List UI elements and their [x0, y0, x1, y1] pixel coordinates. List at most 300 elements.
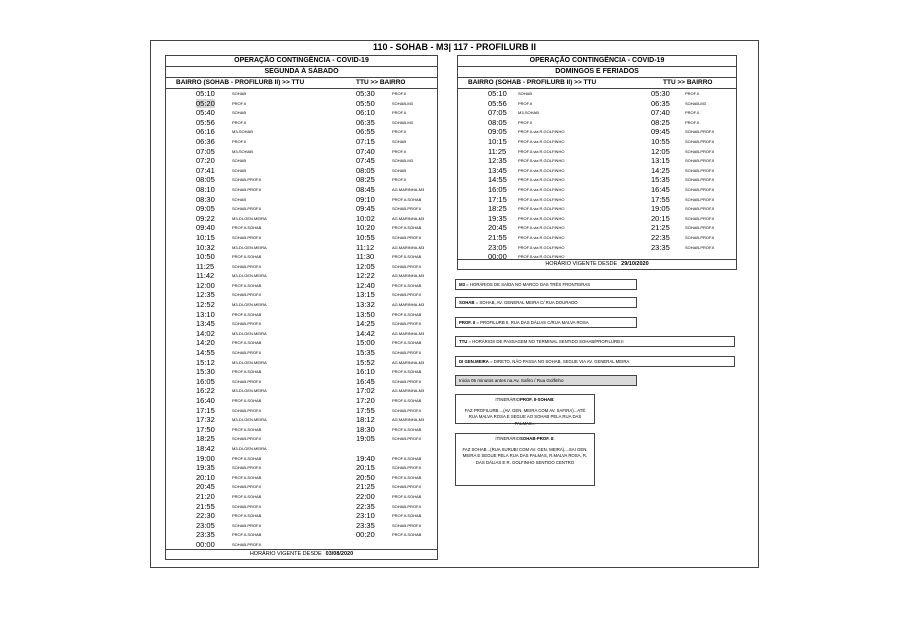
route-label-ttu: SOHAB-PROF.II: [685, 158, 715, 164]
route-label-ttu: PROF.II-SOHAB: [392, 282, 422, 288]
schedule-row: [166, 425, 437, 435]
departure-time-ttu: 20:15: [651, 213, 670, 223]
schedule-row: [458, 233, 736, 243]
route-label-bairro: SOHAB-PROF.II: [232, 321, 262, 327]
route-label-bairro: SOHAB-PROF.II: [232, 292, 262, 298]
departure-time-ttu: 20:15: [356, 463, 375, 473]
route-label-ttu: PROF.II-SOHAB: [392, 311, 422, 317]
schedule-row: [458, 99, 736, 109]
route-label-ttu: AG.MARINHA-M3: [392, 359, 425, 365]
schedule-row: [166, 271, 437, 281]
route-label-ttu: PROF.II-SOHAB: [392, 493, 422, 499]
schedule-row: [458, 214, 736, 224]
departure-time-bairro: 05:56: [196, 117, 215, 127]
weekday-heading-days: SEGUNDA À SÁBADO: [166, 67, 437, 78]
route-label-bairro: PROF.II-via R.GOLFINHO: [518, 225, 565, 231]
departure-time-bairro: 17:15: [196, 405, 215, 415]
schedule-row: [166, 502, 437, 512]
schedule-row: [166, 195, 437, 205]
route-label-ttu: SOHAB-PROF.II: [392, 465, 422, 471]
departure-time-ttu: 10:55: [356, 232, 375, 242]
route-label-ttu: PROF.II-SOHAB: [392, 196, 422, 202]
route-label-ttu: AG.MARINHA-M3: [392, 417, 425, 423]
route-label-ttu: SOHAB-PROF.II: [392, 522, 422, 528]
route-label-bairro: PROF.II-SOHAB: [232, 369, 262, 375]
departure-time-ttu: 09:45: [651, 127, 670, 137]
departure-time-bairro: 12:35: [488, 156, 507, 166]
route-label-ttu: SOHAB-PROF.II: [392, 350, 422, 356]
departure-time-bairro: 07:41: [196, 165, 215, 175]
schedule-row: [166, 175, 437, 185]
route-label-bairro: PROF.II-SOHAB: [232, 282, 262, 288]
route-label-ttu: SOHAB-PROF.II: [685, 177, 715, 183]
departure-time-ttu: 22:00: [356, 491, 375, 501]
departure-time-ttu: 10:20: [356, 223, 375, 233]
departure-time-bairro: 15:12: [196, 357, 215, 367]
schedule-row: [166, 252, 437, 262]
departure-time-ttu: 08:45: [356, 184, 375, 194]
itinerary-sohab-prof: [455, 433, 595, 486]
schedule-row: [458, 127, 736, 137]
itinerary-prof-sohab-route: PROF. II-SOHAB:: [519, 397, 555, 402]
route-label-ttu: PROF.II: [685, 91, 700, 96]
departure-time-bairro: 09:22: [196, 213, 215, 223]
schedule-row: [166, 463, 437, 473]
route-label-bairro: M3-DI-GEN.MEIRA: [232, 388, 267, 394]
schedule-row: [166, 434, 437, 444]
route-label-ttu: PROF.II-SOHAB: [392, 340, 422, 346]
route-label-ttu: PROF.II-SOHAB: [392, 455, 422, 461]
route-label-ttu: PROF.II-SOHAB: [392, 398, 422, 403]
route-label-bairro: SOHAB-PROF.II: [232, 522, 262, 528]
departure-time-bairro: 10:32: [196, 242, 215, 252]
route-label-bairro: M3-DI-GEN.MEIRA: [232, 273, 267, 279]
route-label-ttu: AG.MARINHA-M3: [392, 244, 425, 250]
departure-time-ttu: 09:45: [356, 204, 375, 214]
weekday-heading-operation: OPERAÇÃO CONTINGÊNCIA - COVID-19: [166, 56, 437, 67]
itinerary-sohab-prof-title: [460, 436, 590, 443]
departure-time-ttu: 20:50: [356, 472, 375, 482]
route-label-bairro: M3-DI-GEN.MEIRA: [232, 445, 267, 451]
departure-time-ttu: 15:35: [651, 175, 670, 185]
schedule-row: [166, 233, 437, 243]
route-label-bairro: PROF.II-SOHAB: [232, 225, 262, 231]
departure-time-bairro: 16:05: [196, 376, 215, 386]
departure-time-ttu: 15:35: [356, 348, 375, 358]
schedule-row: [166, 185, 437, 195]
departure-time-bairro: 23:05: [488, 242, 507, 252]
departure-time-ttu: 17:02: [356, 386, 375, 396]
route-label-bairro: SOHAB-PROF.II: [232, 378, 262, 384]
route-label-ttu: SOHAB-PROF.II: [685, 196, 715, 202]
weekend-heading-days: DOMINGOS E FERIADOS: [458, 67, 736, 78]
departure-time-ttu: 06:55: [356, 127, 375, 137]
departure-time-bairro: 14:55: [488, 175, 507, 185]
legend-ttu-key: TTU: [459, 339, 468, 344]
route-label-bairro: M3-SOHAB: [232, 148, 253, 154]
departure-time-ttu: 10:55: [651, 136, 670, 146]
route-label-ttu: PROF.II: [685, 119, 700, 125]
weekend-footer-date: 29/10/2020: [621, 261, 649, 267]
departure-time-ttu: 10:02: [356, 213, 375, 223]
schedule-row: [166, 262, 437, 272]
route-label-ttu: SOHAB-PROF.II: [685, 129, 715, 135]
departure-time-ttu: 00:20: [356, 530, 375, 540]
legend-prof-text: = PROFILURB II, RUA DAS DÁLIAS C/RUA MALVA ROSA: [475, 320, 589, 325]
departure-time-bairro: 09:05: [488, 127, 507, 137]
route-label-bairro: SOHAB: [232, 158, 247, 164]
route-label-bairro: PROF.II-SOHAB: [232, 474, 262, 480]
departure-time-ttu: 09:10: [356, 194, 375, 204]
departure-time-bairro: 11:42: [196, 271, 215, 281]
schedule-row: [166, 118, 437, 128]
departure-time-bairro: 08:05: [488, 117, 507, 127]
route-label-bairro: PROF.II-via R.GOLFINHO: [518, 234, 565, 240]
weekday-col-left: BAIRRO (SOHAB - PROFILURB II) >> TTU: [176, 79, 305, 86]
schedule-row: [166, 386, 437, 396]
weekday-schedule-panel: [165, 55, 438, 560]
departure-time-ttu: 13:50: [356, 309, 375, 319]
schedule-row: [458, 185, 736, 195]
route-label-bairro: SOHAB: [518, 91, 533, 96]
departure-time-ttu: 08:05: [356, 165, 375, 175]
schedule-row: [458, 118, 736, 128]
legend-di-key: DI GEN.MEIRA: [459, 359, 489, 364]
route-label-ttu: PROF.II: [392, 129, 407, 135]
route-label-ttu: SOHAB-PROF.II: [685, 186, 715, 192]
route-label-ttu: SOHAB: [392, 167, 407, 173]
route-label-bairro: M3-DI-GEN.MEIRA: [232, 302, 267, 308]
legend-m3-text: = HORÁRIOS DE SAÍDA NO MARCO DAS TRÊS FRONTEIRAS: [464, 282, 591, 287]
itinerary-prof-sohab-title: [460, 397, 590, 404]
route-label-bairro: M3-DI-GEN.MEIRA: [232, 417, 267, 423]
route-label-bairro: SOHAB-PROF.II: [232, 541, 262, 547]
route-label-ttu: SOHAB-PROF.II: [392, 292, 422, 298]
route-label-ttu: SOHAB-PROF.II: [685, 215, 715, 221]
route-label-bairro: PROF.II-SOHAB: [232, 398, 262, 403]
departure-time-ttu: 14:25: [651, 165, 670, 175]
schedule-row: [166, 166, 437, 176]
departure-time-bairro: 06:36: [196, 136, 215, 146]
departure-time-ttu: 17:20: [356, 396, 375, 405]
schedule-row: [166, 214, 437, 224]
schedule-row: [166, 290, 437, 300]
route-label-bairro: M3-SOHAB: [232, 129, 253, 135]
schedule-row: [166, 482, 437, 492]
route-label-bairro: PROF.II-SOHAB: [232, 340, 262, 346]
schedule-row: [166, 89, 437, 99]
departure-time-bairro: 14:02: [196, 328, 215, 338]
departure-time-bairro: 07:05: [488, 108, 507, 118]
departure-time-bairro: 06:16: [196, 127, 215, 137]
departure-time-ttu: 08:25: [651, 117, 670, 127]
departure-time-bairro: 07:05: [196, 146, 215, 156]
route-label-bairro: SOHAB-PROF.II: [232, 503, 262, 509]
schedule-row: [166, 300, 437, 310]
route-label-bairro: PROF.II-via R.GOLFINHO: [518, 138, 565, 144]
route-label-ttu: AG.MARINHA-M3: [392, 330, 425, 336]
route-label-bairro: PROF.II-via R.GOLFINHO: [518, 206, 565, 212]
departure-time-ttu: 16:45: [651, 184, 670, 194]
departure-time-bairro: 12:00: [196, 280, 215, 290]
departure-time-bairro: 05:20: [196, 98, 215, 108]
departure-time-ttu: 06:35: [651, 98, 670, 108]
departure-time-bairro: 05:10: [488, 89, 507, 98]
weekend-heading-operation: OPERAÇÃO CONTINGÊNCIA - COVID-19: [458, 56, 736, 67]
schedule-row: [166, 99, 437, 109]
schedule-row: [166, 511, 437, 521]
departure-time-ttu: 14:25: [356, 319, 375, 329]
departure-time-bairro: 19:35: [196, 463, 215, 473]
route-label-bairro: PROF.II-via R.GOLFINHO: [518, 186, 565, 192]
departure-time-bairro: 20:10: [196, 472, 215, 482]
departure-time-bairro: 08:05: [196, 175, 215, 185]
route-label-bairro: PROF.II: [232, 119, 247, 125]
schedule-row: [166, 444, 437, 454]
departure-time-ttu: 23:35: [651, 242, 670, 252]
weekend-footer-label: HORÁRIO VIGENTE DESDE: [545, 261, 618, 267]
schedule-row: [166, 281, 437, 291]
departure-time-bairro: 13:45: [488, 165, 507, 175]
weekday-footer: [166, 549, 437, 559]
route-label-bairro: PROF.II-SOHAB: [232, 426, 262, 432]
route-label-ttu: SOHAB-PROF.II: [392, 484, 422, 490]
legend-m3: [455, 279, 637, 290]
route-label-bairro: PROF.II-via R.GOLFINHO: [518, 158, 565, 164]
itinerary-prof-sohab-prefix: ITINERÁRIO: [495, 397, 520, 402]
route-label-ttu: SOHAB: [392, 138, 407, 144]
departure-time-bairro: 22:30: [196, 511, 215, 521]
route-label-ttu: SOHAB-PROF.II: [392, 321, 422, 327]
departure-time-ttu: 05:50: [356, 98, 375, 108]
departure-time-bairro: 09:40: [196, 223, 215, 233]
departure-time-bairro: 17:50: [196, 424, 215, 434]
departure-time-bairro: 21:55: [488, 232, 507, 242]
schedule-row: [166, 415, 437, 425]
legend-ttu: [455, 336, 735, 347]
departure-time-bairro: 00:00: [488, 252, 507, 262]
schedule-row: [166, 367, 437, 377]
departure-time-ttu: 19:05: [651, 204, 670, 214]
route-label-ttu: SOHAB-PROF.II: [392, 263, 422, 269]
legend-prof-key: PROF. II: [459, 320, 476, 325]
departure-time-ttu: 12:40: [356, 280, 375, 290]
departure-time-bairro: 23:35: [196, 530, 215, 540]
schedule-row: [458, 89, 736, 99]
departure-time-bairro: 16:05: [488, 184, 507, 194]
schedule-row: [458, 137, 736, 147]
departure-time-ttu: 13:15: [356, 290, 375, 300]
route-label-bairro: PROF.II-via R.GOLFINHO: [518, 196, 565, 202]
route-label-bairro: SOHAB-PROF.II: [232, 234, 262, 240]
route-label-ttu: SOHAB-M3: [392, 158, 413, 164]
route-label-bairro: SOHAB: [232, 167, 247, 173]
departure-time-bairro: 09:05: [196, 204, 215, 214]
departure-time-ttu: 07:15: [356, 136, 375, 146]
departure-time-bairro: 07:20: [196, 156, 215, 166]
departure-time-bairro: 13:45: [196, 319, 215, 329]
route-label-ttu: PROF.II-SOHAB: [392, 513, 422, 519]
route-label-ttu: AG.MARINHA-M3: [392, 388, 425, 394]
route-label-ttu: SOHAB-PROF.II: [685, 148, 715, 154]
departure-time-ttu: 15:52: [356, 357, 375, 367]
weekend-schedule-panel: [457, 55, 737, 270]
route-label-ttu: PROF.II-SOHAB: [392, 225, 422, 231]
route-label-bairro: PROF.II-via R.GOLFINHO: [518, 129, 565, 135]
route-label-ttu: AG.MARINHA-M3: [392, 302, 425, 308]
departure-time-ttu: 07:40: [356, 146, 375, 156]
departure-time-bairro: 20:45: [488, 223, 507, 233]
departure-time-ttu: 05:30: [651, 89, 670, 98]
route-label-ttu: SOHAB-PROF.II: [685, 225, 715, 231]
route-label-ttu: PROF.II-SOHAB: [392, 474, 422, 480]
notice-early-start: Inicia 05 minutos antes na Av. Safiro / Rua Golfinho: [455, 375, 637, 386]
departure-time-bairro: 08:10: [196, 184, 215, 194]
departure-time-ttu: 18:12: [356, 415, 375, 425]
itinerary-sohab-prof-prefix: ITINERÁRIO: [495, 436, 520, 441]
route-label-ttu: AG.MARINHA-M3: [392, 186, 425, 192]
departure-time-ttu: 18:30: [356, 424, 375, 434]
route-label-bairro: SOHAB-PROF.II: [232, 206, 262, 212]
departure-time-ttu: 12:05: [651, 146, 670, 156]
route-label-ttu: PROF.II: [392, 148, 407, 154]
route-label-bairro: PROF.II: [518, 100, 533, 106]
departure-time-bairro: 05:10: [196, 89, 215, 98]
legend-di-text: = DIRETO, NÃO PASSA NO SOHAB, SEGUE VIA AV. GENERAL MEIRA: [488, 359, 630, 364]
route-label-ttu: PROF.II: [685, 110, 700, 116]
route-label-ttu: SOHAB-PROF.II: [392, 436, 422, 442]
departure-time-ttu: 23:35: [356, 520, 375, 530]
route-label-ttu: PROF.II: [392, 177, 407, 183]
departure-time-ttu: 13:15: [651, 156, 670, 166]
weekend-col-right: TTU >> BAIRRO: [663, 79, 713, 86]
departure-time-bairro: 12:35: [196, 290, 215, 300]
departure-time-ttu: 23:10: [356, 511, 375, 521]
departure-time-bairro: 16:22: [196, 386, 215, 396]
schedule-row: [166, 127, 437, 137]
route-label-ttu: SOHAB-PROF.II: [685, 138, 715, 144]
itinerary-sohab-prof-text: FAZ SOHAB...(RUA SURUBI COM AV. GEN. MEIRA)....SAI GEN. MEIRA E SEGUE PELA RUA DAS PALMAS, R.MALVA ROSA, R. DAS DÁLIAS E R. GOLFINHO SENTIDO CENTRO: [462, 446, 588, 465]
departure-time-bairro: 11:25: [488, 146, 507, 156]
route-label-bairro: M3-DI-GEN.MEIRA: [232, 244, 267, 250]
route-label-bairro: SOHAB-PROF.II: [232, 186, 262, 192]
departure-time-bairro: 12:52: [196, 300, 215, 310]
itinerary-prof-sohab-text: FAZ PROFILURB....(AV. GEN. MEIRA COM AV. SAFIRA)...ATÉ RUA MALVA ROSA E SEGUE AO SOHAB PELA RUA DAS PALMAS...: [464, 407, 586, 426]
departure-time-bairro: 00:00: [196, 539, 215, 549]
schedule-row: [458, 175, 736, 185]
legend-prof: [455, 317, 637, 328]
route-label-ttu: SOHAB-PROF.II: [392, 378, 422, 384]
departure-time-ttu: 06:10: [356, 108, 375, 118]
departure-time-bairro: 08:30: [196, 194, 215, 204]
schedule-row: [166, 156, 437, 166]
route-label-ttu: SOHAB-PROF.II: [392, 503, 422, 509]
legend-sohab-key: SOHAB: [459, 300, 475, 305]
route-label-ttu: SOHAB-PROF.II: [685, 167, 715, 173]
departure-time-bairro: 23:05: [196, 520, 215, 530]
departure-time-ttu: 19:05: [356, 434, 375, 444]
departure-time-bairro: 18:25: [488, 204, 507, 214]
route-label-ttu: PROF.II: [392, 110, 407, 116]
departure-time-bairro: 14:55: [196, 348, 215, 358]
route-label-ttu: AG.MARINHA-M3: [392, 215, 425, 221]
departure-time-ttu: 07:45: [356, 156, 375, 166]
schedule-row: [166, 454, 437, 464]
route-label-bairro: SOHAB-PROF.II: [232, 263, 262, 269]
route-label-bairro: SOHAB-PROF.II: [232, 177, 262, 183]
schedule-row: [166, 521, 437, 531]
schedule-row: [166, 406, 437, 416]
departure-time-ttu: 13:32: [356, 300, 375, 310]
schedule-row: [458, 147, 736, 157]
departure-time-bairro: 15:30: [196, 367, 215, 377]
route-label-bairro: PROF.II-SOHAB: [232, 254, 262, 260]
route-label-ttu: PROF.II-SOHAB: [392, 532, 422, 538]
departure-time-bairro: 10:15: [196, 232, 215, 242]
route-label-bairro: PROF.II-via R.GOLFINHO: [518, 215, 565, 221]
schedule-row: [166, 377, 437, 387]
departure-time-bairro: 11:25: [196, 261, 215, 271]
schedule-row: [166, 530, 437, 540]
departure-time-bairro: 19:00: [196, 453, 215, 463]
route-label-bairro: M3-SOHAB: [518, 110, 539, 116]
route-label-bairro: PROF.II-SOHAB: [232, 311, 262, 317]
departure-time-ttu: 07:40: [651, 108, 670, 118]
schedule-row: [166, 492, 437, 502]
departure-time-bairro: 21:55: [196, 501, 215, 511]
route-label-ttu: PROF.II-SOHAB: [392, 426, 422, 432]
route-label-ttu: SOHAB-M3: [392, 100, 413, 106]
legend-ttu-text: = HORÁRIOS DE PASSAGEM NO TERMINAL SENTIDO SOHAB/PROFILURB II: [467, 339, 624, 344]
departure-time-bairro: 05:40: [196, 108, 215, 118]
schedule-row: [458, 195, 736, 205]
departure-time-bairro: 17:32: [196, 415, 215, 425]
departure-time-bairro: 14:20: [196, 338, 215, 348]
route-label-ttu: SOHAB-PROF.II: [685, 244, 715, 250]
departure-time-bairro: 18:42: [196, 443, 215, 453]
route-label-bairro: PROF.II-via R.GOLFINHO: [518, 244, 565, 250]
schedule-row: [166, 319, 437, 329]
route-label-bairro: PROF.II-via R.GOLFINHO: [518, 254, 565, 260]
schedule-row: [166, 147, 437, 157]
schedule-row: [166, 338, 437, 348]
departure-time-bairro: 10:50: [196, 252, 215, 262]
departure-time-ttu: 08:25: [356, 175, 375, 185]
departure-time-bairro: 10:15: [488, 136, 507, 146]
route-label-bairro: M3-DI-GEN.MEIRA: [232, 359, 267, 365]
route-label-bairro: PROF.II-via R.GOLFINHO: [518, 148, 565, 154]
departure-time-bairro: 19:35: [488, 213, 507, 223]
route-label-bairro: PROF.II-via R.GOLFINHO: [518, 177, 565, 183]
schedule-row: [166, 348, 437, 358]
weekend-rows: [458, 89, 736, 262]
departure-time-ttu: 16:45: [356, 376, 375, 386]
weekday-rows: [166, 89, 437, 550]
departure-time-ttu: 17:55: [356, 405, 375, 415]
schedule-row: [166, 329, 437, 339]
departure-time-ttu: 11:12: [356, 242, 375, 252]
route-label-ttu: SOHAB-M3: [685, 100, 706, 106]
legend-sohab-text: = SOHAB, AV. GENERAL MEIRA C/ RUA DOURADO: [474, 300, 578, 305]
schedule-row: [458, 204, 736, 214]
departure-time-ttu: 14:42: [356, 328, 375, 338]
schedule-row: [458, 108, 736, 118]
route-label-bairro: SOHAB-PROF.II: [232, 436, 262, 442]
route-label-ttu: SOHAB-PROF.II: [392, 206, 422, 212]
departure-time-bairro: 16:40: [196, 396, 215, 405]
departure-time-ttu: 19:40: [356, 453, 375, 463]
departure-time-ttu: 21:25: [651, 223, 670, 233]
